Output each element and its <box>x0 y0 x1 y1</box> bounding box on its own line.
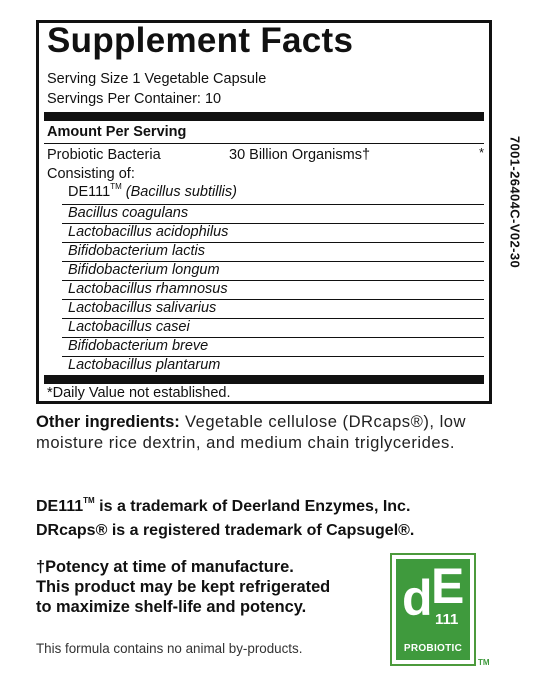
daily-value-footnote: *Daily Value not established. <box>47 385 231 401</box>
potency-line: †Potency at time of manufacture. <box>36 558 294 576</box>
header-rule <box>44 143 484 144</box>
supplement-facts-panel <box>36 20 492 404</box>
panel-title: Supplement Facts <box>47 21 354 60</box>
nutrient-amount: 30 Billion Organisms† <box>229 147 371 163</box>
strain-de111-detail: (Bacillus subtillis) <box>125 184 237 200</box>
strain-de111 <box>68 184 237 200</box>
strain-item: Lactobacillus salivarius <box>68 300 217 316</box>
daily-value-marker: * <box>479 145 485 160</box>
logo-number: 111 <box>435 611 459 628</box>
amount-per-serving-header: Amount Per Serving <box>47 124 187 140</box>
strain-item: Lactobacillus acidophilus <box>68 224 229 240</box>
de111-probiotic-logo <box>390 553 476 666</box>
thick-divider <box>44 112 484 121</box>
product-code-text: 7001-26404C-V02-30 <box>507 135 523 269</box>
serving-size: Serving Size 1 Vegetable Capsule <box>47 71 267 87</box>
animal-free-note: This formula contains no animal by-products. <box>36 641 303 656</box>
logo-background <box>396 559 470 660</box>
other-ingredients-label: Other ingredients: <box>36 412 180 431</box>
potency-line: to maximize shelf-life and potency. <box>36 598 307 616</box>
strain-item: Lactobacillus casei <box>68 319 190 335</box>
trademark-de111-rest: is a trademark of Deerland Enzymes, Inc. <box>94 498 411 515</box>
product-code <box>505 22 525 382</box>
trademark-de111-tm: TM <box>83 496 95 505</box>
strain-de111-tm: TM <box>110 182 122 191</box>
logo-letter-d: d <box>402 570 433 626</box>
other-ingredients-text: Vegetable cellulose (DRcaps®), low moisture rice dextrin, and medium chain triglycerides. <box>36 412 466 452</box>
logo-word: PROBIOTIC <box>403 643 463 654</box>
servings-per-container: Servings Per Container: 10 <box>47 91 222 107</box>
potency-note <box>36 557 330 617</box>
nutrient-name: Probiotic Bacteria <box>47 147 161 163</box>
other-ingredients <box>36 411 496 453</box>
logo-letter-e: E <box>431 558 465 614</box>
strain-item: Lactobacillus rhamnosus <box>68 281 228 297</box>
strain-item: Lactobacillus plantarum <box>68 357 221 373</box>
strain-item: Bifidobacterium breve <box>68 338 209 354</box>
strain-item: Bifidobacterium lactis <box>68 243 205 259</box>
consisting-of-label: Consisting of: <box>47 166 135 182</box>
potency-line: This product may be kept refrigerated <box>36 578 331 596</box>
logo-trademark: TM <box>478 658 490 667</box>
strain-item: Bifidobacterium longum <box>68 262 220 278</box>
strain-item: Bacillus coagulans <box>68 205 189 221</box>
trademark-drcaps: DRcaps® is a registered trademark of Capsugel®. <box>36 522 415 539</box>
strain-de111-name: DE111 <box>68 184 111 200</box>
trademark-de111-name: DE111 <box>36 498 84 515</box>
thick-divider-bottom <box>44 375 484 384</box>
trademark-de111 <box>36 498 410 516</box>
